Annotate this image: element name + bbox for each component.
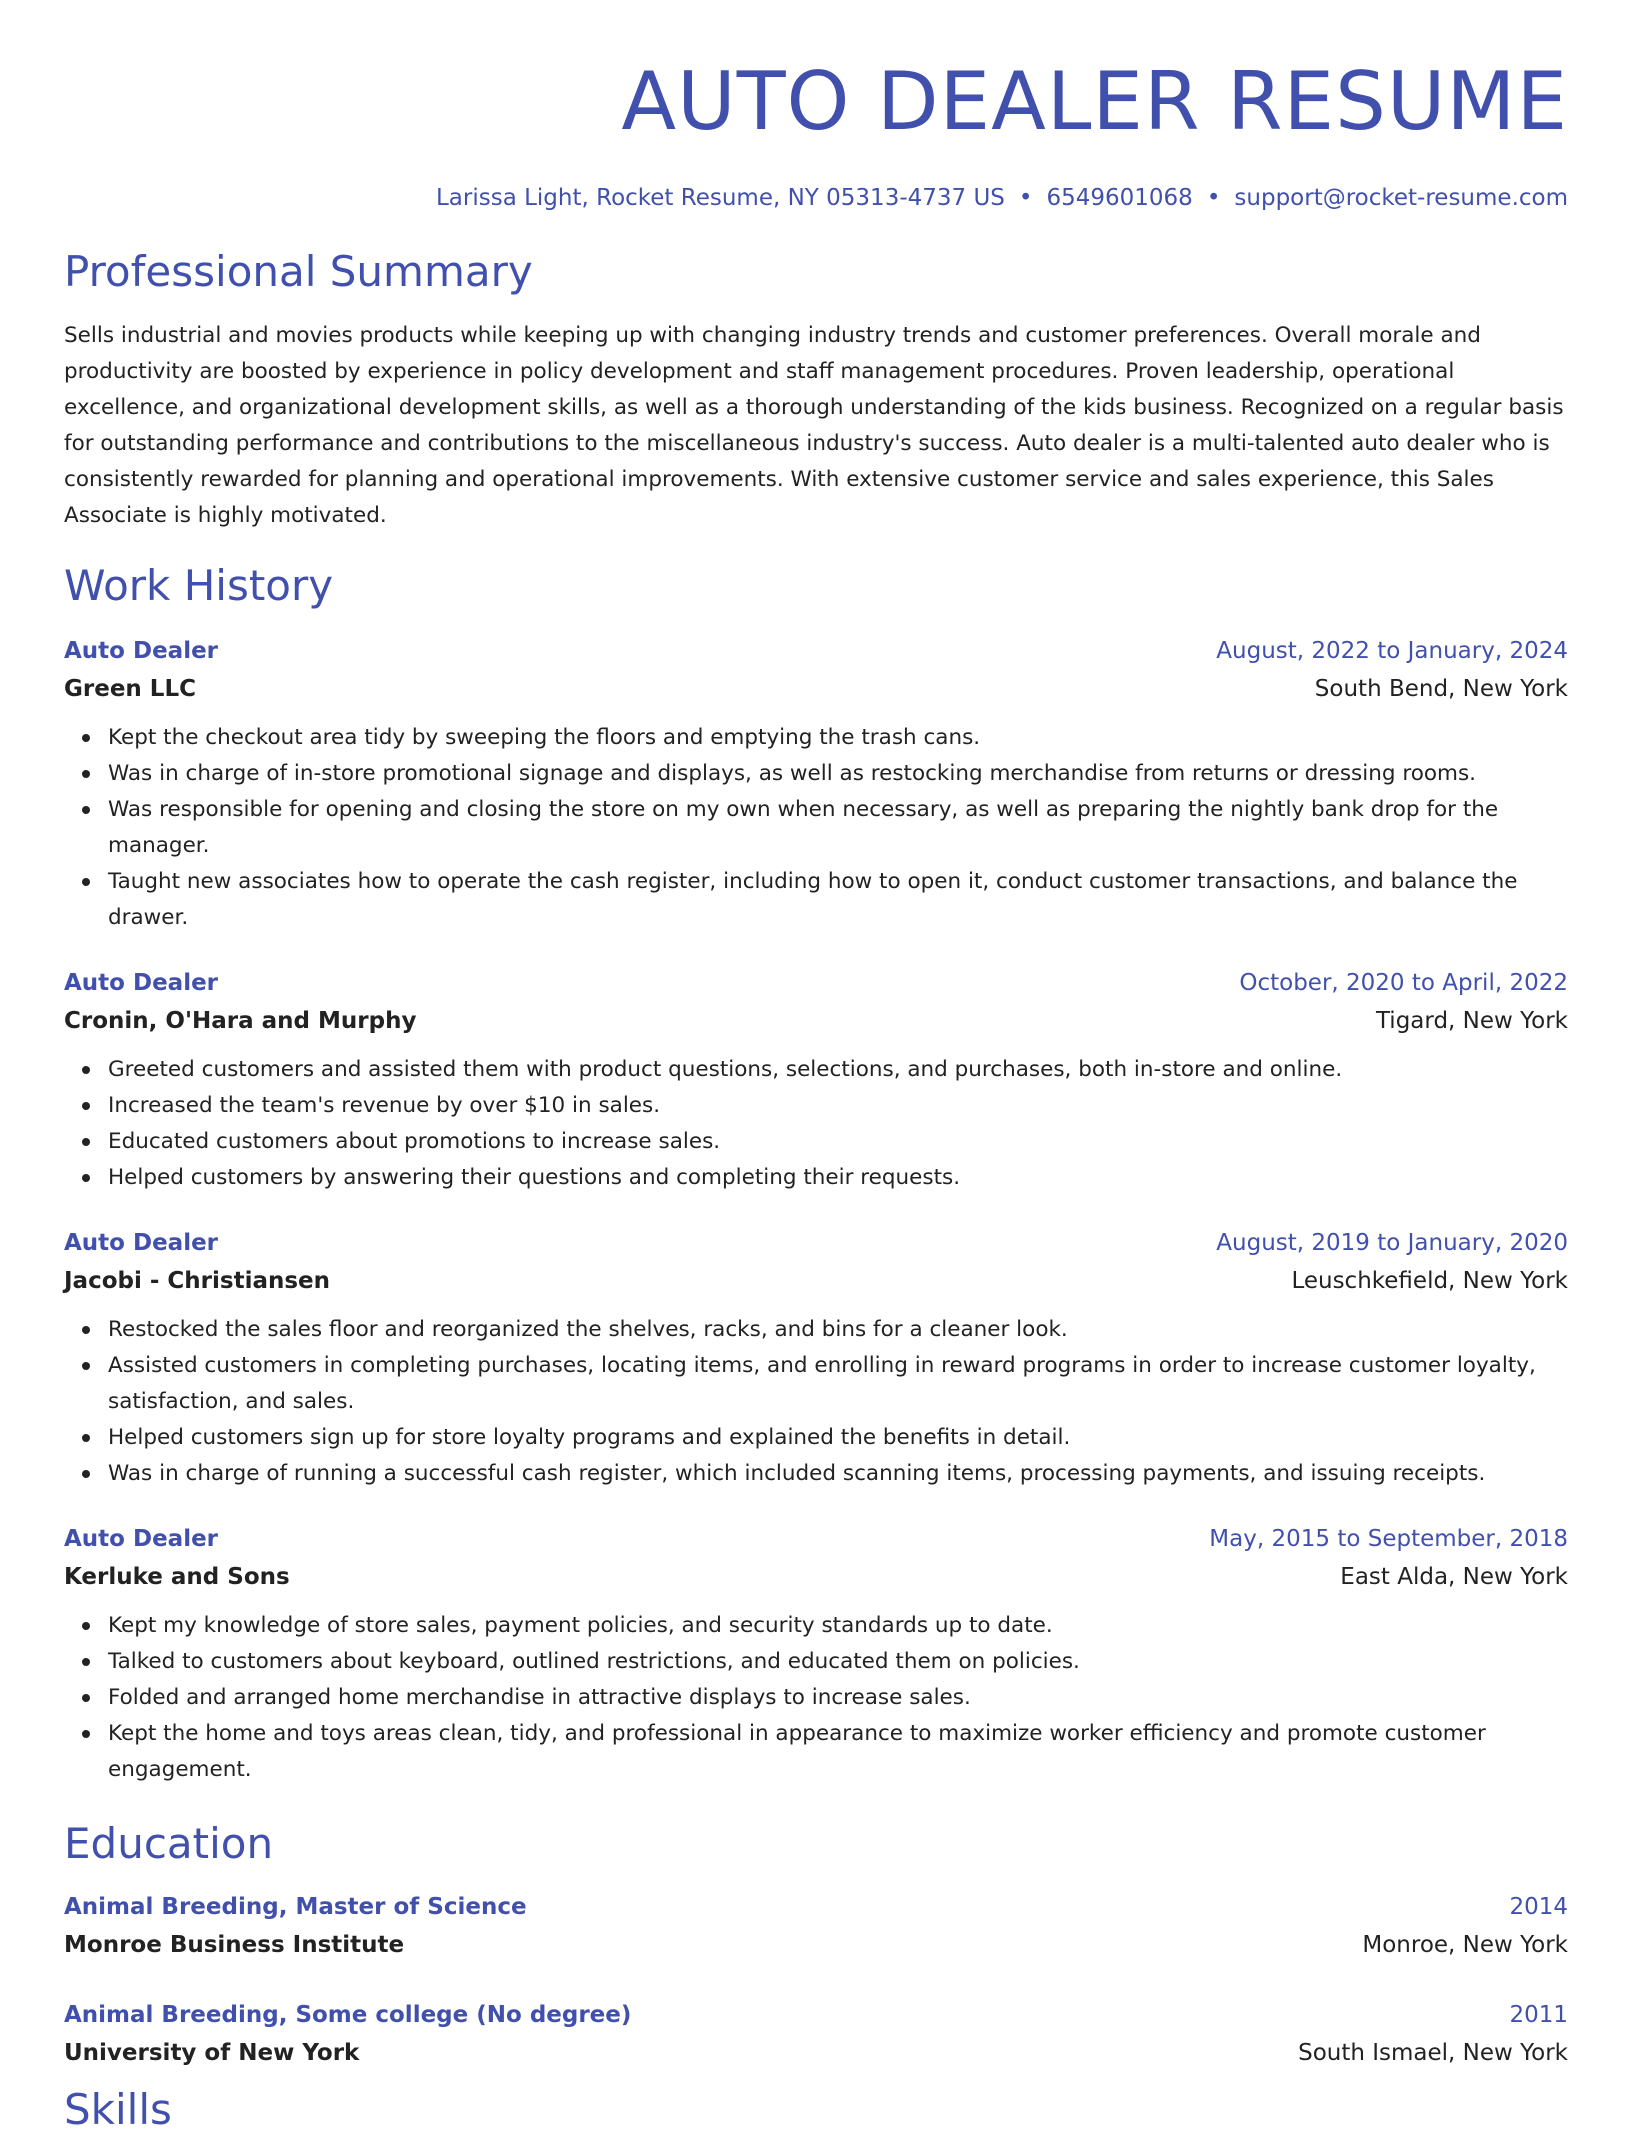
contact-line [64, 180, 1568, 216]
job-bullet: Assisted customers in completing purchases, locating items, and enrolling in reward programs in order to increase customer loyalty, satisfaction, and sales. [108, 1348, 1568, 1420]
education-degree: Animal Breeding, Master of Science [64, 1894, 527, 1920]
job-entry [64, 1224, 1568, 1492]
job-bullet: Increased the team's revenue by over $10 in sales. [108, 1088, 1568, 1124]
job-bullet: Was responsible for opening and closing the store on my own when necessary, as well as preparing the nightly bank drop for the manager. [108, 792, 1568, 864]
job-bullet: Educated customers about promotions to increase sales. [108, 1124, 1568, 1160]
education-year: 2011 [1509, 2002, 1568, 2028]
job-location: South Bend, New York [1314, 676, 1568, 702]
contact-separator: • [1018, 185, 1033, 211]
skills-heading: Skills [64, 2085, 172, 2134]
contact-email[interactable]: support@rocket-resume.com [1234, 185, 1568, 211]
resume-page [64, 0, 1568, 2134]
education-year: 2014 [1509, 1894, 1568, 1920]
job-bullet: Kept the checkout area tidy by sweeping the floors and emptying the trash cans. [108, 720, 1568, 756]
job-bullet: Helped customers sign up for store loyalty programs and explained the benefits in detail. [108, 1420, 1568, 1456]
job-bullet: Talked to customers about keyboard, outlined restrictions, and educated them on policies. [108, 1644, 1568, 1680]
job-bullet: Helped customers by answering their questions and completing their requests. [108, 1160, 1568, 1196]
contact-address: Larissa Light, Rocket Resume, NY 05313-4737 US [435, 185, 1005, 211]
job-location: East Alda, New York [1340, 1564, 1568, 1590]
job-dates: August, 2019 to January, 2020 [1216, 1230, 1568, 1256]
job-role: Auto Dealer [64, 638, 219, 664]
contact-phone: 6549601068 [1046, 185, 1193, 211]
contact-separator: • [1206, 185, 1221, 211]
education-school: University of New York [64, 2040, 360, 2066]
job-role: Auto Dealer [64, 970, 219, 996]
education-location: South Ismael, New York [1298, 2040, 1568, 2066]
job-bullet: Restocked the sales floor and reorganized the shelves, racks, and bins for a cleaner look. [108, 1312, 1568, 1348]
summary-heading: Professional Summary [64, 247, 533, 296]
education-degree: Animal Breeding, Some college (No degree) [64, 2002, 632, 2028]
job-company: Cronin, O'Hara and Murphy [64, 1008, 417, 1034]
education-entry [64, 1996, 1568, 2072]
job-bullet: Was in charge of running a successful cash register, which included scanning items, processing payments, and issuing receipts. [108, 1456, 1568, 1492]
job-entry [64, 964, 1568, 1196]
job-entry [64, 632, 1568, 936]
education-heading: Education [64, 1819, 274, 1868]
education-location: Monroe, New York [1362, 1932, 1568, 1958]
job-dates: May, 2015 to September, 2018 [1209, 1526, 1568, 1552]
job-dates: October, 2020 to April, 2022 [1239, 970, 1568, 996]
summary-text: Sells industrial and movies products while keeping up with changing industry trends and customer preferences. Overall morale and productivity are boosted by experience in policy development and staff management procedures. Proven leadership, operational excellence, and organizational development skills, as well as a thorough understanding of the kids business. Recognized on a regular basis for outstanding performance and contributions to the miscellaneous industry's success. Auto dealer is a multi-talented auto dealer who is consistently rewarded for planning and operational improvements. With extensive customer service and sales experience, this Sales Associate is highly motivated. [64, 323, 1564, 528]
job-company: Jacobi - Christiansen [64, 1268, 331, 1294]
job-company: Kerluke and Sons [64, 1564, 290, 1590]
job-bullets [64, 1052, 1568, 1196]
job-bullet: Was in charge of in-store promotional signage and displays, as well as restocking merchandise from returns or dressing rooms. [108, 756, 1568, 792]
job-bullet: Greeted customers and assisted them with product questions, selections, and purchases, both in-store and online. [108, 1052, 1568, 1088]
job-bullet: Kept my knowledge of store sales, payment policies, and security standards up to date. [108, 1608, 1568, 1644]
job-company: Green LLC [64, 676, 196, 702]
job-role: Auto Dealer [64, 1230, 219, 1256]
job-entry [64, 1520, 1568, 1788]
job-role: Auto Dealer [64, 1526, 219, 1552]
education-school: Monroe Business Institute [64, 1932, 405, 1958]
job-location: Tigard, New York [1375, 1008, 1568, 1034]
job-location: Leuschkefield, New York [1291, 1268, 1568, 1294]
job-bullet: Folded and arranged home merchandise in attractive displays to increase sales. [108, 1680, 1568, 1716]
job-bullets [64, 720, 1568, 936]
job-bullets [64, 1312, 1568, 1492]
job-dates: August, 2022 to January, 2024 [1216, 638, 1568, 664]
education-entry [64, 1888, 1568, 1964]
job-bullets [64, 1608, 1568, 1788]
work-history-heading: Work History [64, 561, 334, 610]
resume-title: AUTO DEALER RESUME [621, 55, 1568, 148]
job-bullet: Taught new associates how to operate the cash register, including how to open it, conduct customer transactions, and balance the drawer. [108, 864, 1568, 936]
job-bullet: Kept the home and toys areas clean, tidy, and professional in appearance to maximize worker efficiency and promote customer engagement. [108, 1716, 1568, 1788]
